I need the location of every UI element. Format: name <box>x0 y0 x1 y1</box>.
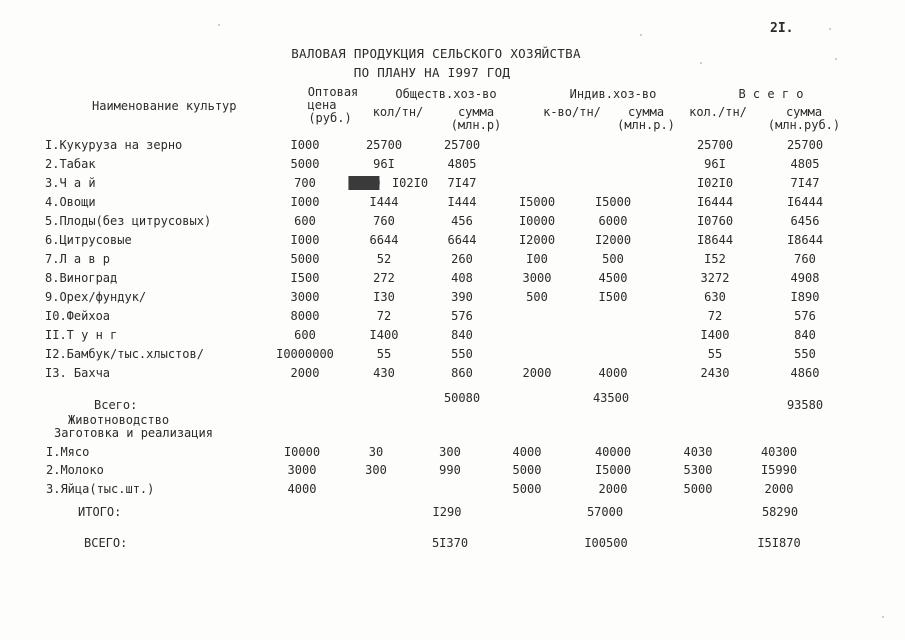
cell-ind-qty: 5000 <box>512 463 542 477</box>
cell-pub-qty: I444 <box>369 195 399 209</box>
cell-price: I000 <box>290 138 320 152</box>
header-total-sum-line1: сумма <box>785 105 823 119</box>
row-name: II.Т у н г <box>45 328 118 342</box>
cell-tot-qty: 96I <box>704 157 726 171</box>
scan-speck <box>835 58 837 60</box>
cell-ind-qty: 4000 <box>512 445 542 459</box>
cell-ind-qty: I0000 <box>518 214 556 228</box>
cell-pub-sum: 300 <box>439 445 461 459</box>
cell-ind-qty: 2000 <box>522 366 552 380</box>
cell-tot-qty: 2430 <box>700 366 730 380</box>
grand-total-label: ВСЕГО: <box>84 536 128 550</box>
cell-ind-sum: 4000 <box>598 366 628 380</box>
page-number: 2I. <box>770 21 794 36</box>
row-name: 2.Табак <box>45 157 96 171</box>
cell-ind-sum: I5000 <box>594 463 632 477</box>
cell-tot-qty: 55 <box>707 347 723 361</box>
row-name: I.Мясо <box>46 445 90 459</box>
livestock-total-individual-sum: 57000 <box>586 505 624 519</box>
cell-price: 700 <box>294 176 316 190</box>
cell-pub-sum: 550 <box>451 347 473 361</box>
row-name: 5.Плоды(без цитрусовых) <box>45 214 212 228</box>
cell-pub-qty: 55 <box>376 347 392 361</box>
cell-price: 600 <box>294 214 316 228</box>
cell-pub-qty: 52 <box>376 252 392 266</box>
cell-pub-sum: 990 <box>439 463 461 477</box>
cell-tot-qty: I02I0 <box>696 176 734 190</box>
scan-speck <box>640 34 642 36</box>
cell-pub-sum: 7I47 <box>447 176 477 190</box>
header-public-sum-line1: сумма <box>457 105 495 119</box>
row-name: 8.Виноград <box>45 271 118 285</box>
crops-total-public-sum: 50080 <box>443 391 481 405</box>
cell-tot-sum: I890 <box>790 290 820 304</box>
crops-total-label: Всего: <box>94 398 138 412</box>
livestock-heading-line2: Заготовка и реализация <box>54 426 213 440</box>
header-price-line3: (руб.) <box>308 111 352 125</box>
header-total-qty: кол./тн/ <box>689 105 747 119</box>
header-individual-qty: к-во/тн/ <box>543 105 601 119</box>
header-individual-sum-line1: сумма <box>627 105 665 119</box>
row-name: I.Кукуруза на зерно <box>45 138 183 152</box>
cell-price: I000 <box>290 195 320 209</box>
cell-tot-sum: 7I47 <box>790 176 820 190</box>
row-name: 9.Орех/фундук/ <box>45 290 147 304</box>
cell-ind-qty: 5000 <box>512 482 542 496</box>
cell-pub-qty: 6644 <box>369 233 399 247</box>
header-price-line2: цена <box>307 98 337 112</box>
cell-pub-qty: 72 <box>376 309 392 323</box>
header-public-sum-line2: (млн.р) <box>450 118 502 132</box>
cell-tot-sum: I6444 <box>786 195 824 209</box>
cell-pub-sum: 840 <box>451 328 473 342</box>
cell-pub-sum: 390 <box>451 290 473 304</box>
cell-pub-qty: 760 <box>373 214 395 228</box>
cell-tot-sum: 4860 <box>790 366 820 380</box>
header-price-line1: Оптовая <box>307 85 359 99</box>
cell-tot-qty: I400 <box>700 328 730 342</box>
cell-tot-qty: I52 <box>704 252 726 266</box>
livestock-heading-line1: Животноводство <box>68 413 170 427</box>
cell-tot-qty: 25700 <box>696 138 734 152</box>
livestock-total-total-sum: 58290 <box>761 505 799 519</box>
cell-tot-sum: 760 <box>794 252 816 266</box>
cell-ind-sum: 6000 <box>598 214 628 228</box>
cell-tot-sum: I8644 <box>786 233 824 247</box>
cell-tot-qty: 5000 <box>683 482 713 496</box>
scan-speck <box>700 62 702 64</box>
header-name: Наименование культур <box>92 99 237 113</box>
row-name: 6.Цитрусовые <box>45 233 132 247</box>
cell-pub-sum: 260 <box>451 252 473 266</box>
cell-price: 5000 <box>290 157 320 171</box>
cell-price: 3000 <box>290 290 320 304</box>
livestock-total-label: ИТОГО: <box>78 505 122 519</box>
cell-tot-qty: I6444 <box>696 195 734 209</box>
cell-pub-sum: 456 <box>451 214 473 228</box>
cell-ind-qty: I2000 <box>518 233 556 247</box>
cell-ind-qty: 500 <box>526 290 548 304</box>
cell-pub-sum: 25700 <box>443 138 481 152</box>
cell-tot-qty: 72 <box>707 309 723 323</box>
cell-price: I0000000 <box>276 347 334 361</box>
cell-pub-sum: 860 <box>451 366 473 380</box>
cell-tot-sum: 6456 <box>790 214 820 228</box>
row-name: 3.Яйца(тыс.шт.) <box>46 482 155 496</box>
cell-tot-sum: 840 <box>794 328 816 342</box>
cell-price: I000 <box>290 233 320 247</box>
header-public-qty: кол/тн/ <box>372 105 424 119</box>
cell-ind-qty: 3000 <box>522 271 552 285</box>
cell-price: 3000 <box>287 463 317 477</box>
cell-pub-qty: 30 <box>368 445 384 459</box>
crops-total-total-sum: 93580 <box>786 398 824 412</box>
cell-ind-sum: I5000 <box>594 195 632 209</box>
document-subtitle: ПО ПЛАНУ НА I997 ГОД <box>353 65 511 80</box>
cell-pub-qty: 25700 <box>365 138 403 152</box>
cell-tot-qty: 5300 <box>683 463 713 477</box>
cell-pub-qty: 300 <box>365 463 387 477</box>
row-name: I3. Бахча <box>45 366 111 380</box>
cell-tot-qty: 3272 <box>700 271 730 285</box>
cell-pub-sum: 408 <box>451 271 473 285</box>
grand-total-public-sum: 5I370 <box>431 536 469 550</box>
cell-tot-sum: 576 <box>794 309 816 323</box>
cell-pub-sum: I444 <box>447 195 477 209</box>
cell-price: 2000 <box>290 366 320 380</box>
cell-tot-sum: 40300 <box>760 445 798 459</box>
grand-total-individual-sum: I00500 <box>584 536 628 550</box>
cell-pub-sum: 576 <box>451 309 473 323</box>
cell-tot-sum: 550 <box>794 347 816 361</box>
header-individual-group: Индив.хоз-во <box>569 87 657 101</box>
cell-tot-sum: 25700 <box>786 138 824 152</box>
row-name: 2.Молоко <box>46 463 104 477</box>
cell-price: 600 <box>294 328 316 342</box>
cell-tot-sum: 4908 <box>790 271 820 285</box>
grand-total-total-sum: I5I870 <box>757 536 801 550</box>
document-title: ВАЛОВАЯ ПРОДУКЦИЯ СЕЛЬСКОГО ХОЗЯЙСТВА <box>291 46 581 61</box>
cell-tot-sum: 4805 <box>790 157 820 171</box>
row-name: 4.Овощи <box>45 195 96 209</box>
cell-pub-qty: I400 <box>369 328 399 342</box>
cell-ind-sum: 2000 <box>598 482 628 496</box>
cell-ind-qty: I5000 <box>518 195 556 209</box>
scan-speck <box>218 24 220 26</box>
cell-price: 4000 <box>287 482 317 496</box>
cell-price: I0000 <box>283 445 321 459</box>
scan-speck <box>829 28 831 30</box>
cell-tot-sum: 2000 <box>764 482 794 496</box>
cell-pub-qty: 430 <box>373 366 395 380</box>
cell-pub-qty: I02I0 <box>391 176 429 190</box>
scan-speck <box>882 616 884 618</box>
cell-pub-sum: 4805 <box>447 157 477 171</box>
row-name: 7.Л а в р <box>45 252 111 266</box>
header-total-sum-line2: (млн.руб.) <box>767 118 841 132</box>
livestock-total-public-sum: I290 <box>432 505 462 519</box>
crops-total-individual-sum: 43500 <box>592 391 630 405</box>
cell-tot-qty: I8644 <box>696 233 734 247</box>
header-total-group: В с е г о <box>738 87 804 101</box>
cell-ind-qty: I00 <box>526 252 548 266</box>
cell-ind-sum: I2000 <box>594 233 632 247</box>
cell-ind-sum: I500 <box>598 290 628 304</box>
row-name: I2.Бамбук/тыс.хлыстов/ <box>45 347 204 361</box>
cell-pub-qty: I30 <box>373 290 395 304</box>
header-individual-sum-line2: (млн.р.) <box>617 118 675 132</box>
cell-tot-qty: I0760 <box>696 214 734 228</box>
cell-price: 8000 <box>290 309 320 323</box>
cell-price: 5000 <box>290 252 320 266</box>
cell-tot-qty: 630 <box>704 290 726 304</box>
cell-pub-qty: 96I <box>373 157 395 171</box>
header-public-group: Обществ.хоз-во <box>395 87 497 101</box>
cell-tot-sum: I5990 <box>760 463 798 477</box>
row-name: I0.Фейхоа <box>45 309 111 323</box>
cell-ind-sum: 4500 <box>598 271 628 285</box>
cell-pub-sum: 6644 <box>447 233 477 247</box>
cell-ind-sum: 500 <box>602 252 624 266</box>
row-name: 3.Ч а й <box>45 176 96 190</box>
cell-price: I500 <box>290 271 320 285</box>
cell-ind-sum: 40000 <box>594 445 632 459</box>
cell-tot-qty: 4030 <box>683 445 713 459</box>
struck-out-value: I02I0 <box>348 176 380 190</box>
cell-pub-qty: 272 <box>373 271 395 285</box>
